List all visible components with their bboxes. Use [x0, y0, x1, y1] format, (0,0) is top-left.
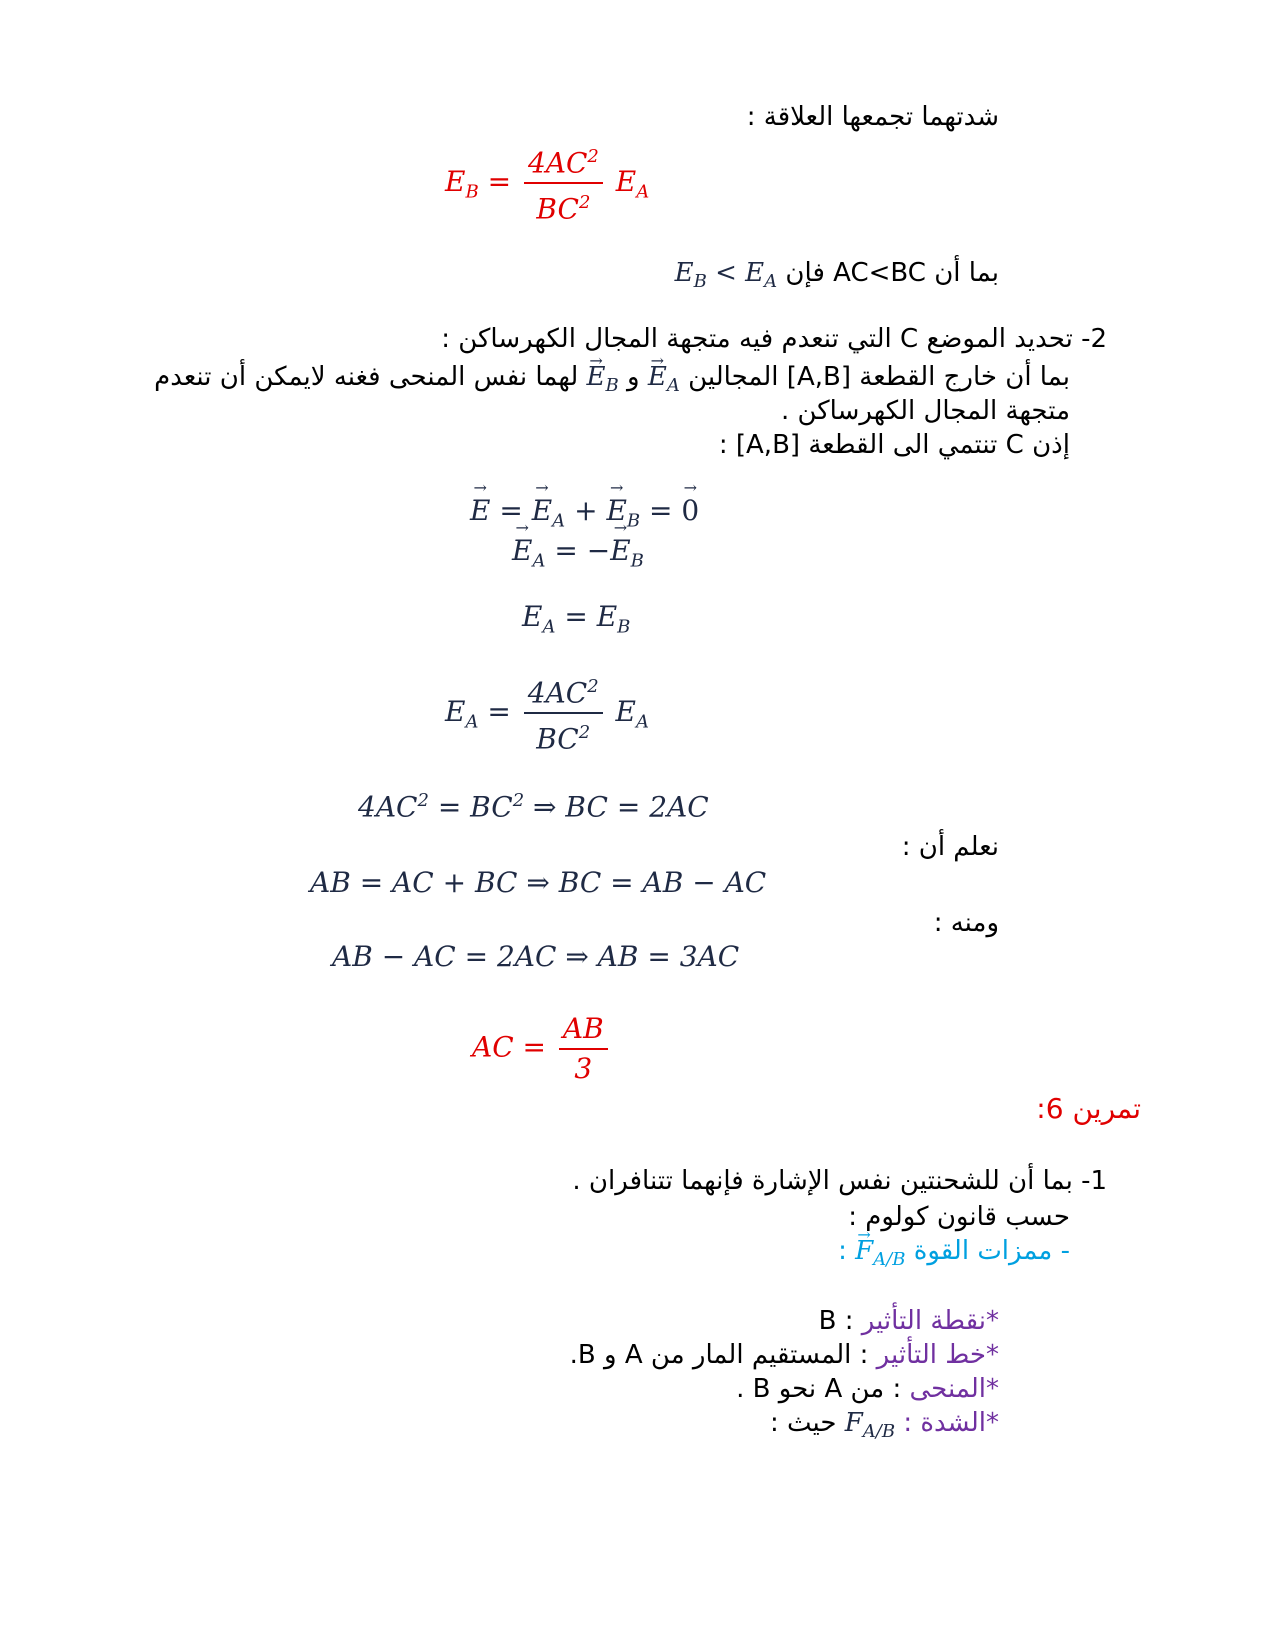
equation-ab-sum: AB = AC + BC ⇒ BC = AB − AC	[310, 866, 767, 899]
equation-ab-3ac: AB − AC = 2AC ⇒ AB = 3AC	[332, 940, 740, 973]
exercise-6-line-1: 1- بما أن للشحنتين نفس الإشارة فإنهما تتنافران .	[572, 1166, 1107, 1196]
exercise-6-title: تمرين 6:	[1036, 1092, 1141, 1125]
section-2-line-1: بما أن خارج القطعة [A,B] المجالين → $E_A$ و → $E_B$ لهما نفس المنحى فغنه لايمكن أن تنعدم	[154, 360, 1070, 403]
direction: *المنحى : من A نحو B .	[736, 1374, 999, 1404]
section-2-line-3: إذن C تنتمي الى القطعة [A,B] :	[718, 430, 1070, 460]
section-2-line-2: متجهة المجال الكهرساكن .	[780, 396, 1070, 426]
comparison-line: بما أن AC<BC فإن $E_B < E_A$	[674, 258, 999, 293]
equation-magnitude-equal: $E_A = E_B$	[522, 600, 631, 638]
equation-bc-2ac: $4AC^2 = BC^2$ ⇒ BC = 2AC	[358, 790, 709, 824]
intensity: *الشدة : $F_{A/B}$ حيث :	[770, 1408, 999, 1443]
line-of-action: *خط التأثير : المستقيم المار من A و B.	[569, 1340, 999, 1370]
hence-label: ومنه :	[933, 908, 999, 938]
equation-ea-formula: $E_A$ = $\frac{4AC^2}{BC^2}$ $E_A$	[445, 668, 649, 759]
relation-intro: شدتهما تجمعها العلاقة :	[746, 102, 999, 132]
equation-vector-opposite: → $E_A$ = −→ $E_B$	[512, 534, 644, 572]
section-2-title: 2- تحديد الموضع C التي تنعدم فيه متجهة المجال الكهرساكن :	[441, 324, 1107, 354]
application-point: *نقطة التأثير : B	[818, 1306, 999, 1336]
we-know-label: نعلم أن :	[901, 832, 999, 862]
exercise-6-force-characteristics: - ممزات القوة → $F_{A/B}$ :	[838, 1234, 1070, 1277]
equation-vector-sum: → E = → $E_A$ + → $E_B$ = → 0	[470, 494, 699, 532]
equation-eb-formula: $E_B$ = $\frac{4AC^2}{BC^2}$ $E_A$	[445, 138, 649, 229]
equation-result-ac: AC = $\frac{AB}{3}$	[472, 1010, 612, 1088]
exercise-6-line-2: حسب قانون كولوم :	[848, 1202, 1070, 1232]
